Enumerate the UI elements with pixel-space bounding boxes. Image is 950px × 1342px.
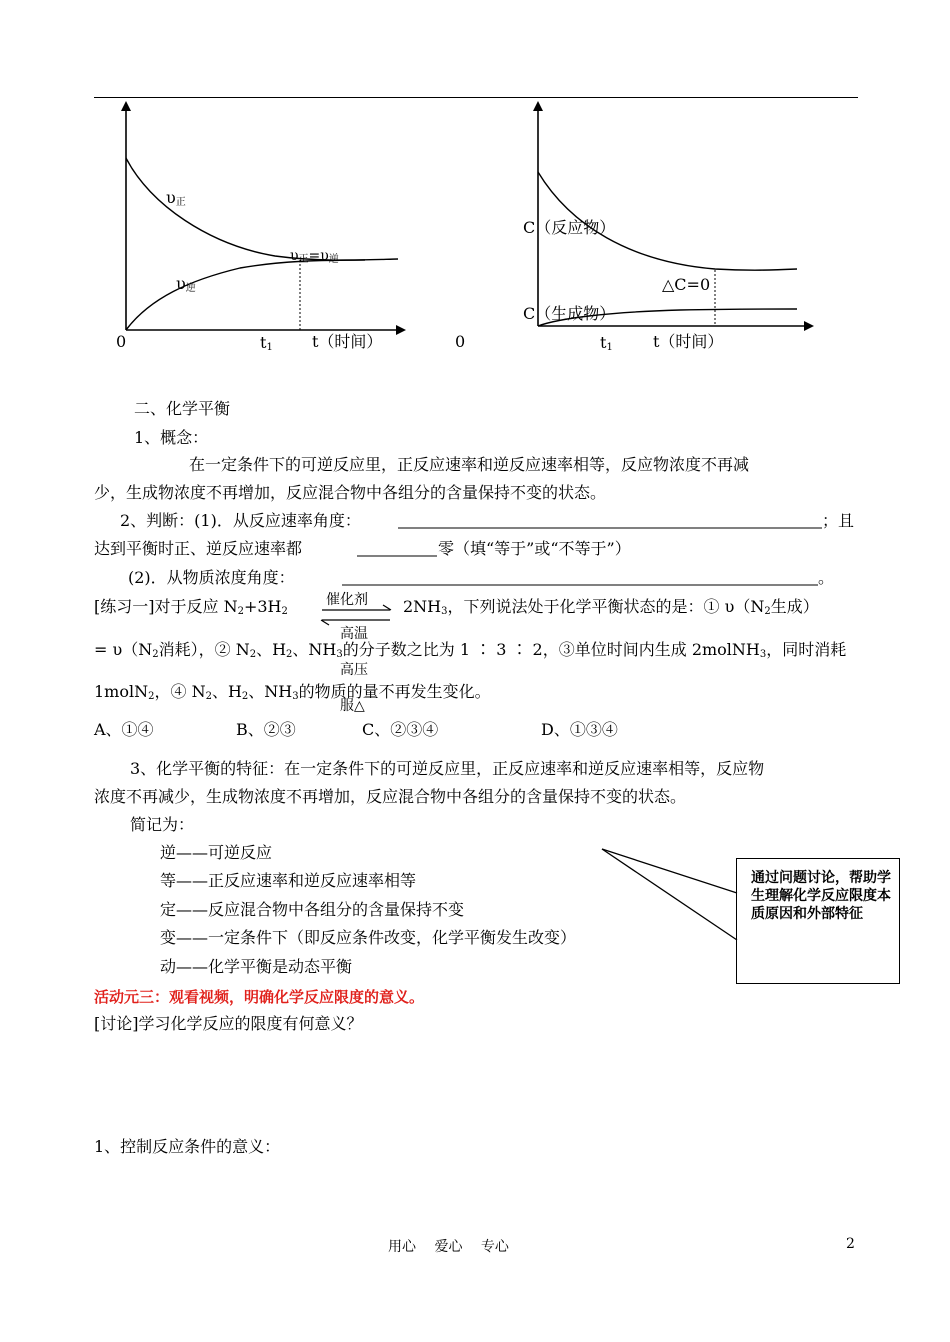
left-origin-label: 0 [116,332,127,351]
option-d: D、①③④ [541,720,618,739]
ex-l1-sub3: 3 [441,606,448,617]
right-t1: t [600,333,607,352]
exercise-line-1b [403,597,819,622]
ex-l2-sub4: 3 [336,649,343,660]
eq-sub2: 逆 [328,254,339,265]
concept-title: 1、概念： [134,428,209,447]
condition-high-pressure: 高压 [340,662,368,678]
eq-symbol: υ [290,248,299,264]
left-time-axis-label: t（时间） [312,332,383,351]
reaction-arrow-reverse-head [321,620,329,625]
feature-item: 动——化学平衡是动态平衡 [160,957,353,976]
footer-motto: 用心 爱心 专心 [388,1239,509,1255]
left-t1-label [260,333,273,358]
ex-l1-sub2: 2 [281,606,288,617]
feature-item: 定——反应混合物中各组分的含量保持不变 [160,900,465,919]
ex-l2-sub3: 2 [286,649,293,660]
ex-l1b: +3H [243,597,282,616]
ex-l2e: 的分子数之比为 1 ∶ 3 ∶ 2，③单位时间内生成 2molNH [342,640,760,659]
ex-l2f: ，同时消耗 [766,640,847,659]
ex-l1e: 生成） [770,597,819,616]
judge-line-1a: 2、判断：(1)．从反应速率角度： [120,511,361,530]
exercise-line-3 [94,682,491,707]
judge-line-3b: 。 [818,568,835,587]
ex-l3-sub3: 2 [241,691,249,702]
feature-item: 变——一定条件下（即反应条件改变，化学平衡发生改变） [160,928,577,947]
equilibrium-graphs [0,0,950,400]
ex-l1-sub4: 2 [764,606,771,617]
ex-l3b: ，④ N [154,682,206,701]
ex-l3c: 、H [211,682,242,701]
eq-sub1: 正 [298,254,309,265]
reverse-rate-sub: 逆 [185,283,196,294]
eq-mid: =υ [308,248,329,264]
reaction-arrow-forward-head [383,605,391,610]
ex-l2b: 消耗），② N [158,640,250,659]
condition-heat: 服△ [340,698,365,714]
forward-rate-sub: 正 [175,197,186,208]
reverse-rate-symbol: υ [176,274,186,293]
teaching-note-box: 通过问题讨论，帮助学生理解化学反应限度本质原因和外部特征 [736,858,900,984]
option-b: B、②③ [236,720,296,739]
callout-line-top [602,849,737,893]
feature-item: 等——正反应速率和逆反应速率相等 [160,871,417,890]
judge-line-2a: 达到平衡时正、逆反应速率都 [94,539,303,558]
features-line-1: 3、化学平衡的特征：在一定条件下的可逆反应里，正反应速率和逆反应速率相等，反应物 [130,759,765,778]
ex-l1c: 2NH [403,597,442,616]
callout-line-bottom [602,849,737,940]
ex-l2d: 、NH [292,640,337,659]
ex-l1a: [练习一]对于反应 N [94,597,238,616]
left-t1-sub: 1 [266,342,273,353]
concept-line-1: 在一定条件下的可逆反应里，正反应速率和逆反应速率相等，反应物浓度不再减 [189,455,750,474]
page-number: 2 [846,1236,855,1252]
option-a: A、①④ [94,720,154,739]
discussion-line: [讨论]学习化学反应的限度有何意义？ [94,1014,363,1033]
judge-line-1b: ；且 [822,511,855,530]
judge-line-2b: 零（填“等于”或“不等于”） [438,539,631,558]
ex-l3-sub2: 2 [205,691,212,702]
option-c: C、②③④ [362,720,439,739]
equal-rate-label [290,246,339,270]
right-origin-label: 0 [455,332,466,351]
exercise-line-1a [94,597,288,622]
exercise-line-2 [94,640,846,665]
ex-l3-sub4: 3 [292,691,299,702]
forward-rate-symbol: υ [166,188,176,207]
ex-l1d: ，下列说法处于化学平衡状态的是：① υ（N [447,597,765,616]
product-label: C（生成物） [523,304,616,323]
ex-l2c: 、H [256,640,287,659]
delta-c-label: △C=0 [662,275,711,294]
ex-l1-sub1: 2 [237,606,244,617]
ex-l2-sub5: 3 [759,649,767,660]
control-line: 1、控制反应条件的意义： [94,1137,281,1156]
ex-l3e: 的物质的量不再发生变化。 [298,682,491,701]
summary-label: 简记为： [130,815,195,834]
ex-l2-sub1: 2 [152,649,159,660]
feature-item: 逆——可逆反应 [160,843,273,862]
right-time-axis-label: t（时间） [653,332,724,351]
ex-l3a: 1molN [94,682,149,701]
features-line-2: 浓度不再减少，生成物浓度不再增加，反应混合物中各组分的含量保持不变的状态。 [94,787,687,806]
condition-high-temp: 高温 [340,626,368,642]
forward-rate-label [166,188,186,213]
activity-heading: 活动元三：观看视频，明确化学反应限度的意义。 [94,988,425,1006]
section-heading: 二、化学平衡 [134,399,231,418]
reverse-rate-label [176,274,196,299]
ex-l2a: = υ（N [94,640,153,659]
ex-l3d: 、NH [248,682,293,701]
concept-line-2: 少，生成物浓度不再增加，反应混合物中各组分的含量保持不变的状态。 [94,483,607,502]
reverse-rate-curve [126,260,365,330]
judge-line-3a: (2)．从物质浓度角度： [128,568,295,587]
right-t1-label [600,333,613,358]
ex-l3-sub1: 2 [148,691,155,702]
reactant-label: C（反应物） [523,218,616,237]
catalyst-label: 催化剂 [326,592,368,608]
ex-l2-sub2: 2 [249,649,257,660]
right-t1-sub: 1 [606,342,613,353]
left-t1: t [260,333,267,352]
